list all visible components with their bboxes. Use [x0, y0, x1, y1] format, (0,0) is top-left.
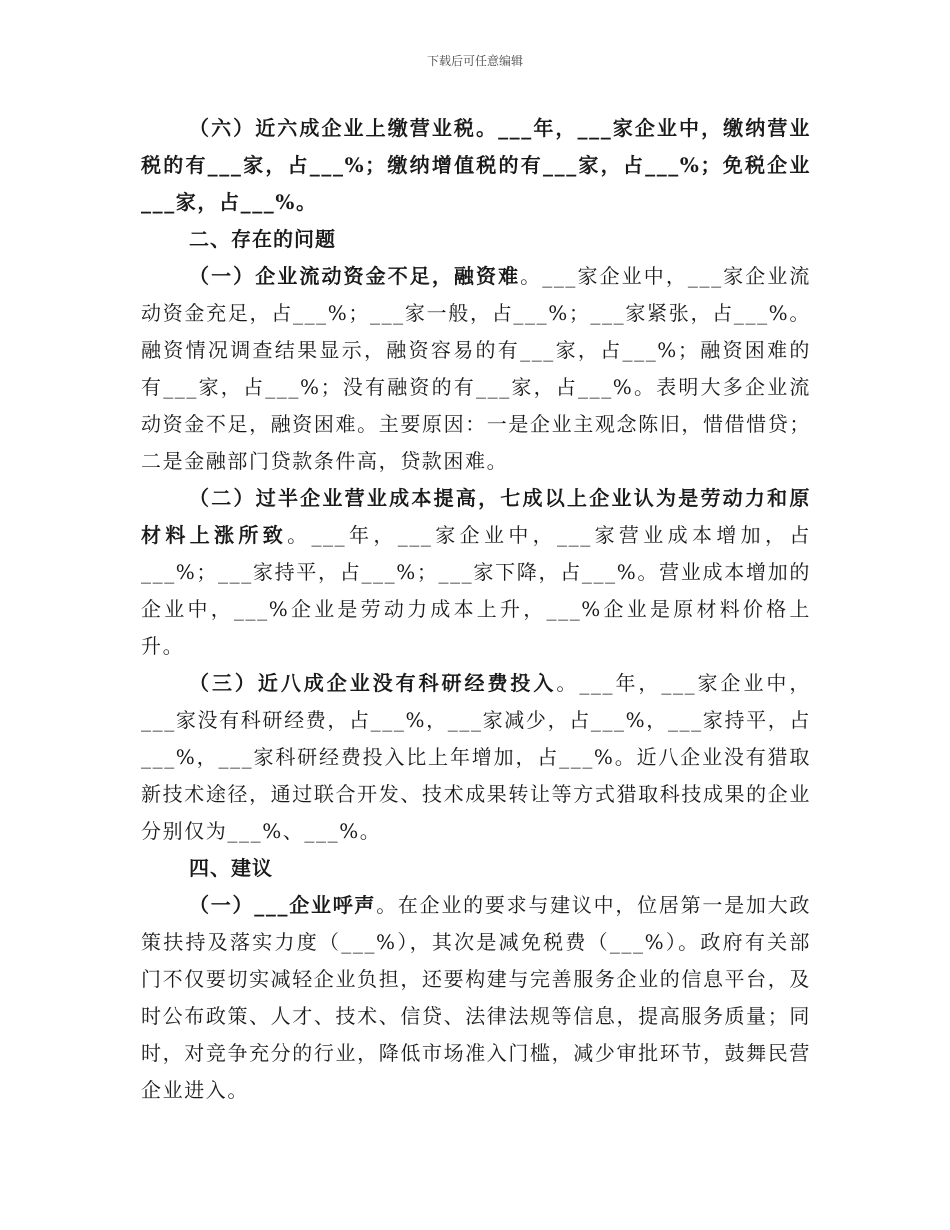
section-heading-problems: 二、存在的问题	[189, 227, 336, 251]
paragraph-lead: （三）近八成企业没有科研经费投入	[189, 671, 557, 695]
paragraph-enterprise-voice	[141, 887, 811, 1109]
paragraph-text: 。在企业的要求与建议中，位居第一是加大政策扶持及落实力度（___%），其次是减免税费（___%）。政府有关部门不仅要切实减轻企业负担，还要构建与完善服务企业的信息平台，及时公布政策、人才、技术、信贷、法律法规等信息，提高服务质量；同时，对竞争充分的行业，降低市场准入门槛，减少审批环节，鼓舞民营企业进入。	[141, 893, 812, 1102]
paragraph-operating-cost	[141, 480, 811, 665]
paragraph-lead: （一）___企业呼声	[189, 893, 377, 917]
paragraph-business-tax: （六）近六成企业上缴营业税。___年，___家企业中，缴纳营业税的有___家，占___%；缴纳增值税的有___家，占___%；免税企业___家，占___%。	[141, 116, 811, 214]
paragraph-text: 。___家企业中，___家企业流动资金充足，占___%；___家一般，占___%；___家紧张，占___%。融资情况调查结果显示，融资容易的有___家，占___%；融资困难的有___家，占___%；没有融资的有___家，占___%。表明大多企业流动资金不足，融资困难。主要原因：一是企业主观念陈旧，惜借惜贷；二是金融部门贷款条件高，贷款困难。	[141, 264, 811, 473]
paragraph-lead: （一）企业流动资金不足，融资难	[189, 264, 521, 288]
page-header: 下载后可任意编辑	[426, 54, 523, 68]
paragraph-text: 。___年，___家企业中，___家营业成本增加，占___%；___家持平，占___%；___家下降，占___%。营业成本增加的企业中，___%企业是劳动力成本上升，___%企业是原材料价格上升。	[141, 523, 811, 658]
paragraph-rd-funding	[141, 665, 811, 850]
paragraph-working-capital	[141, 258, 811, 480]
paragraph-text: 。___年，___家企业中，___家没有科研经费，占___%，___家减少，占___%，___家持平，占___%，___家科研经费投入比上年增加，占___%。近八企业没有猎取新技术途径，通过联合开发、技术成果转让等方式猎取科技成果的企业分别仅为___%、___%。	[141, 671, 811, 843]
paragraph-lead: （二）过半企业营业成本提高，七成以上企业认为是劳动力和原材料上涨所致	[141, 486, 811, 547]
section-heading-suggestions: 四、建议	[189, 856, 273, 880]
document-body	[141, 110, 811, 1109]
